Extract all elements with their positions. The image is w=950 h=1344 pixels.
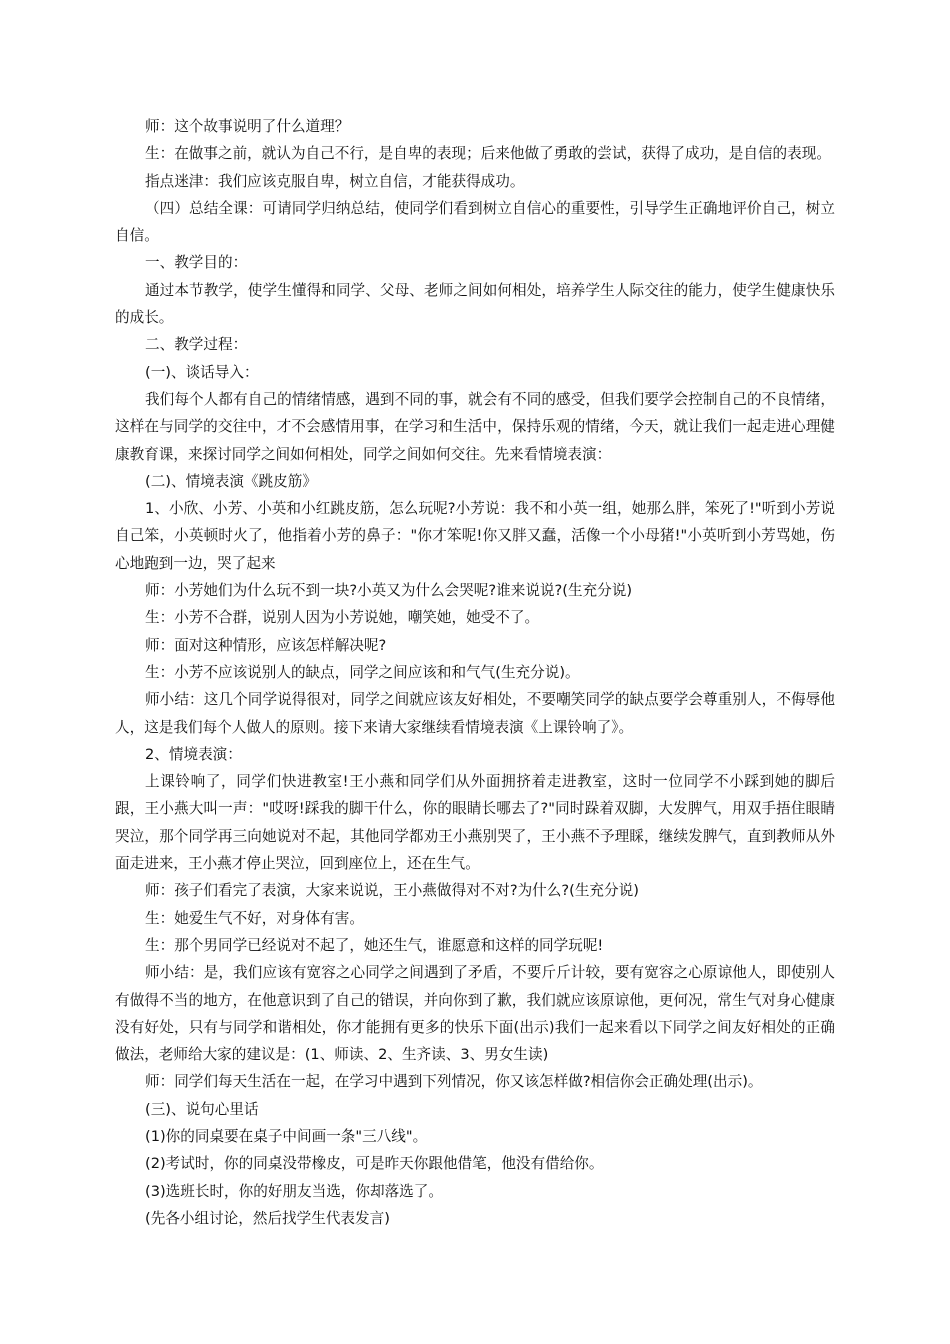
paragraph: (先各小组讨论，然后找学生代表发言) [145,1209,390,1227]
subsection-heading: (二)、情境表演《跳皮筋》 [145,472,317,490]
paragraph: 我们每个人都有自己的情绪情感，遇到不同的事，就会有不同的感受，但我们要学会控制自己的不良情绪，这样在与同学的交往中，才不会感情用事，在学习和生活中，保持乐观的情绪，今天，就让我们一起走进心理健康教育课，来探讨同学之间如何相处，同学之间如何交往。先来看情境表演： [115,390,835,463]
paragraph: 指点迷津：我们应该克服自卑，树立自信，才能获得成功。 [145,172,525,190]
paragraph: 生：那个男同学已经说对不起了，她还生气，谁愿意和这样的同学玩呢! [145,936,604,954]
subsection-heading: 2、情境表演： [145,745,242,763]
paragraph: 师小结：是，我们应该有宽容之心同学之间遇到了矛盾，不要斤斤计较，要有宽容之心原谅他人，即使别人有做得不当的地方，在他意识到了自己的错误，并向你到了歉，我们就应该原谅他，更何况，常生气对身心健康没有好处，只有与同学和谐相处，你才能拥有更多的快乐下面(出示)我们一起来看以下同学之间友好相处的正确做法，老师给大家的建议是：(1、师读、2、生齐读、3、男女生读) [115,964,835,1064]
subsection-heading: (三)、说句心里话 [145,1100,259,1118]
section-heading: 二、教学过程： [145,336,248,354]
paragraph: 上课铃响了，同学们快进教室!王小燕和同学们从外面拥挤着走进教室，这时一位同学不小踩到她的脚后跟，王小燕大叫一声："哎呀!踩我的脚干什么，你的眼睛长哪去了?"同时跺着双脚，大发脾气，用双手捂住眼睛哭泣，那个同学再三向她说对不起，其他同学都劝王小燕别哭了，王小燕不予理睬，继续发脾气，直到教师从外面走进来，王小燕才停止哭泣，回到座位上，还在生气。 [115,773,835,873]
paragraph: 生：小芳不应该说别人的缺点，同学之间应该和和气气(生充分说)。 [145,663,580,681]
list-item: (1)你的同桌要在桌子中间画一条"三八线"。 [145,1127,428,1145]
paragraph: 师：孩子们看完了表演，大家来说说，王小燕做得对不对?为什么?(生充分说) [145,882,639,900]
paragraph: 师：这个故事说明了什么道理？ [145,118,350,135]
paragraph: 生：小芳不合群，说别人因为小芳说她，嘲笑她，她受不了。 [145,609,540,627]
paragraph: 师：小芳她们为什么玩不到一块?小英又为什么会哭呢?谁来说说?(生充分说) [145,582,633,600]
list-item: (2)考试时，你的同桌没带橡皮，可是昨天你跟他借笔，他没有借给你。 [145,1155,604,1173]
paragraph: 通过本节教学，使学生懂得和同学、父母、老师之间如何相处，培养学生人际交往的能力，使学生健康快乐的成长。 [115,281,835,327]
paragraph: 1、小欣、小芳、小英和小红跳皮筋，怎么玩呢?小芳说：我不和小英一组，她那么胖，笨死了!"听到小芳说自己笨，小英顿时火了，他指着小芳的鼻子："你才笨呢!你又胖又蠢，活像一个小母猪!"小英听到小芳骂她，伤心地跑到一边，哭了起来 [115,500,835,572]
list-item: (3)选班长时，你的好朋友当选，你却落选了。 [145,1182,443,1200]
subsection-heading: (一)、谈话导入： [145,363,259,381]
paragraph: 生：在做事之前，就认为自己不行，是自卑的表现；后来他做了勇敢的尝试，获得了成功，是自信的表现。 [145,145,831,163]
document-page [115,113,835,1232]
paragraph: 生：她爱生气不好，对身体有害。 [145,909,364,927]
paragraph: （四）总结全课：可请同学归纳总结，使同学们看到树立自信心的重要性，引导学生正确地评价自己，树立自信。 [115,199,835,245]
section-heading: 一、教学目的： [145,254,248,272]
paragraph: 师小结：这几个同学说得很对，同学之间就应该友好相处，不要嘲笑同学的缺点要学会尊重别人，不侮辱他人，这是我们每个人做人的原则。接下来请大家继续看情境表演《上课铃响了》。 [115,691,835,736]
paragraph: 师：同学们每天生活在一起，在学习中遇到下列情况，你又该怎样做?相信你会正确处理(出示)。 [145,1073,763,1091]
paragraph: 师：面对这种情形，应该怎样解决呢? [145,636,387,654]
